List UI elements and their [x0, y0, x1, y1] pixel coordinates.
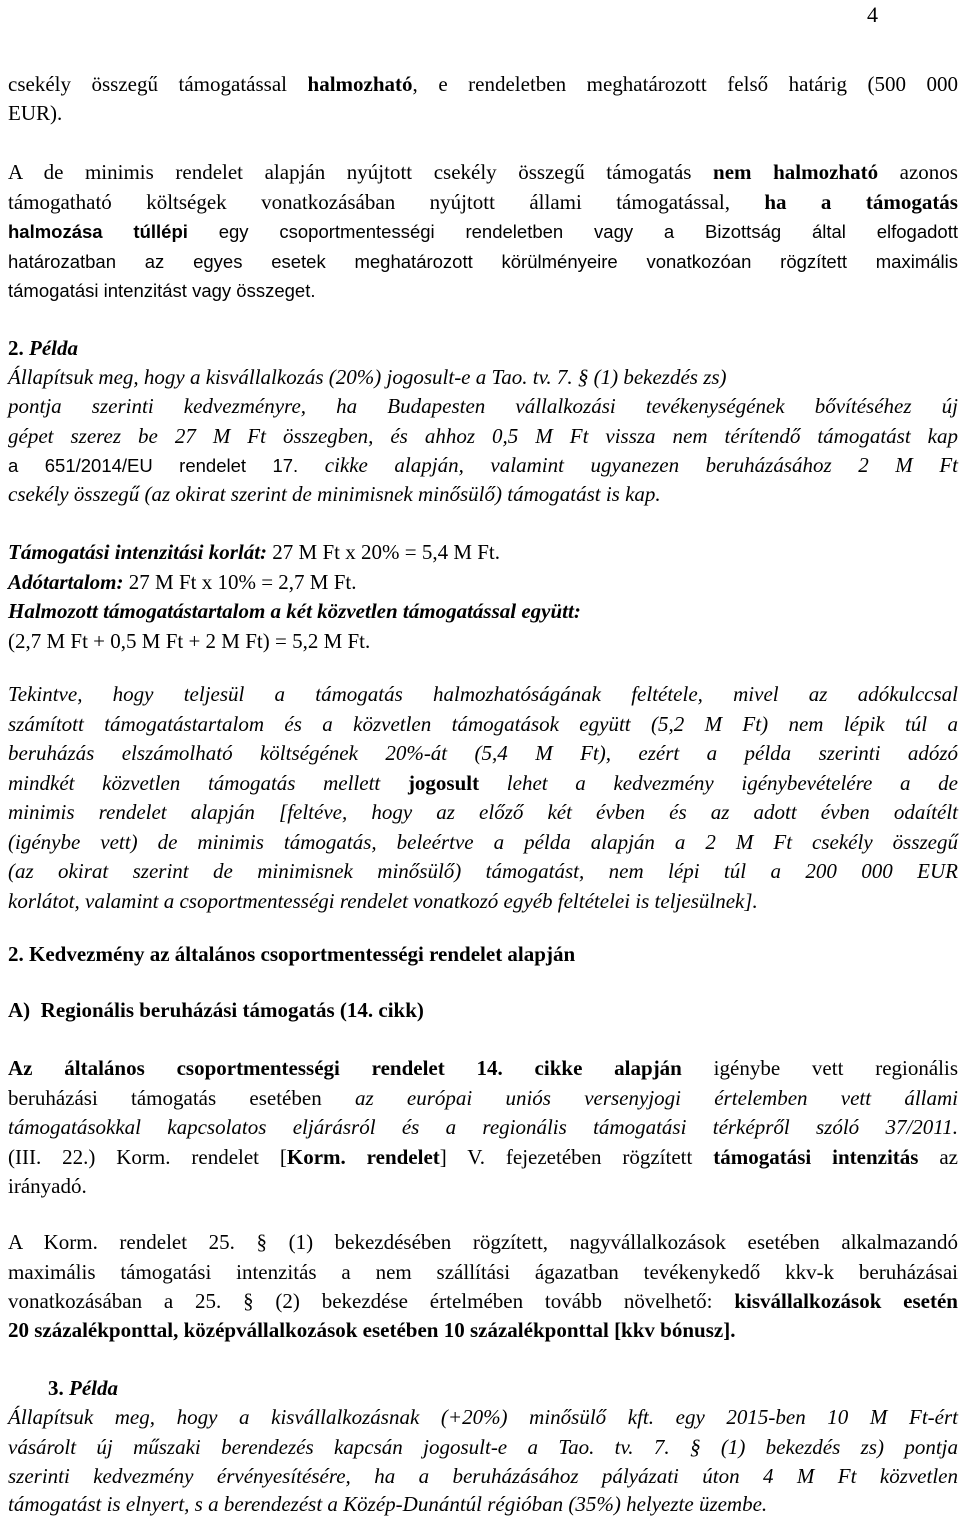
- korm-paragraph: A Korm. rendelet 25. § (1) bekezdésében rögzített, nagyvállalkozások esetében alkalmazandó maximális támogatási intenzitás a nem szállítási ágazatban tevékenykedő kkv-k beruházásai vonatkozásában a 25. § (2) bekezdése értelmében tovább növelhető: kisvállalkozások esetén: [8, 1230, 958, 1313]
- gber-paragraph-end: irányadó.: [8, 1174, 87, 1198]
- deminimis-paragraph: A de minimis rendelet alapján nyújtott csekély összegű támogatás nem halmozható azonos támogatható költségek vonatkozásában nyújtott állami támogatással, ha a támogatás: [8, 160, 958, 214]
- intro-paragraph: [8, 70, 958, 100]
- reasoning-paragraph: Tekintve, hogy teljesül a támogatás halmozhatóságának feltétele, mivel az adókulccsal számított támogatástartalom és a közvetlen támogatások együtt (5,2 M Ft) nem lépik túl a beruházás elszámolható költségének 20%-át (5,4 M Ft), ezért a példa szerinti adózó mindkét közvetlen támogatás mellett jogosult lehet a kedvezmény igénybevételére a de minimis rendelet alapján [feltéve, hogy az előző két évben és az adott évben odaítélt (igénybe vett) de minimis támogatás, beleértve a példa alapján a 2 M Ft csekély összegű (az okirat szerint de minimisnek minősülő) támogatást, nem lépi túl a 200 000 EUR: [8, 682, 958, 883]
- section-2-heading: 2. Kedvezmény az általános csoportmentességi rendelet alapján: [8, 942, 576, 966]
- intro-paragraph-end: EUR).: [8, 101, 63, 125]
- korm-paragraph-end: 20 százalékponttal, középvállalkozások esetében 10 százalékponttal [kkv bónusz].: [8, 1318, 736, 1342]
- gber-paragraph: Az általános csoportmentességi rendelet 14. cikke alapján igénybe vett regionális beruházási támogatás esetében az európai uniós versenyjogi értelemben vett állami támogatásokkal kapcsolatos eljárásról és a regionális támogatási térképről szóló 37/2011. (III. 22.) Korm. rendelet [Korm. rendelet] V. fejezetében rögzített támogatási intenzitás az: [8, 1056, 959, 1169]
- text-run: csekély összegű támogatással: [8, 72, 308, 96]
- example-3-question: Állapítsuk meg, hogy a kisvállalkozásnak (+20%) minősülő kft. egy 2015-ben 10 M Ft-ért vásárolt új műszaki berendezés kapcsán jogosult-e a Tao. tv. 7. § (1) bekezdés zs) pontja szerinti kedvezmény érvényesítésére, ha a beruházásához pályázati úton 4 M Ft közvetlen: [8, 1405, 958, 1488]
- emphasis-bold: halmozható: [307, 72, 413, 96]
- reasoning-paragraph-end: korlátot, valamint a csoportmentességi rendelet vonatkozó egyéb feltételei is teljesülnek].: [8, 889, 758, 913]
- calculation-block: Támogatási intenzitási korlát: 27 M Ft x 20% = 5,4 M Ft. Adótartalom: 27 M Ft x 10% = 2,7 M Ft. Halmozott támogatástartalom a két közvetlen támogatással együtt: (2,7 M Ft + 0,5 M Ft + 2 M Ft) = 5,2 M Ft.: [8, 540, 581, 653]
- example-3-heading: 3. Példa: [48, 1376, 118, 1400]
- deminimis-paragraph-sans: halmozása túllépi egy csoportmentességi rendeletben vagy a Bizottság által elfogadott határozatban az egyes esetek meghatározott körülményeire vonatkozóan rögzített maximális: [8, 221, 958, 272]
- example-2-heading: 2. Példa: [8, 336, 78, 360]
- text-run: , e rendeletben meghatározott felső határig (500 000: [412, 72, 959, 96]
- example-2-question: pontja szerinti kedvezményre, ha Budapesten vállalkozási tevékenységének bővítéséhez új gépet szerez be 27 M Ft összegben, és ahhoz 0,5 M Ft vissza nem térítendő támogatást kap a 651/2014/EU rendelet 17. cikke alapján, valamint ugyanezen beruházásához 2 M Ft: [8, 394, 958, 477]
- example-2-question-line1: Állapítsuk meg, hogy a kisvállalkozás (20%) jogosult-e a Tao. tv. 7. § (1) bekezdés zs): [8, 365, 727, 389]
- page-number: 4: [867, 2, 878, 27]
- example-3-question-end: támogatást is elnyert, s a berendezést a Közép-Dunántúl régióban (35%) helyezte üzembe.: [8, 1492, 768, 1516]
- deminimis-paragraph-end: támogatási intenzitást vagy összeget.: [8, 280, 316, 301]
- section-a-heading: A) Regionális beruházási támogatás (14. cikk): [8, 998, 424, 1022]
- example-2-question-end: csekély összegű (az okirat szerint de minimisnek minősülő) támogatást is kap.: [8, 482, 661, 506]
